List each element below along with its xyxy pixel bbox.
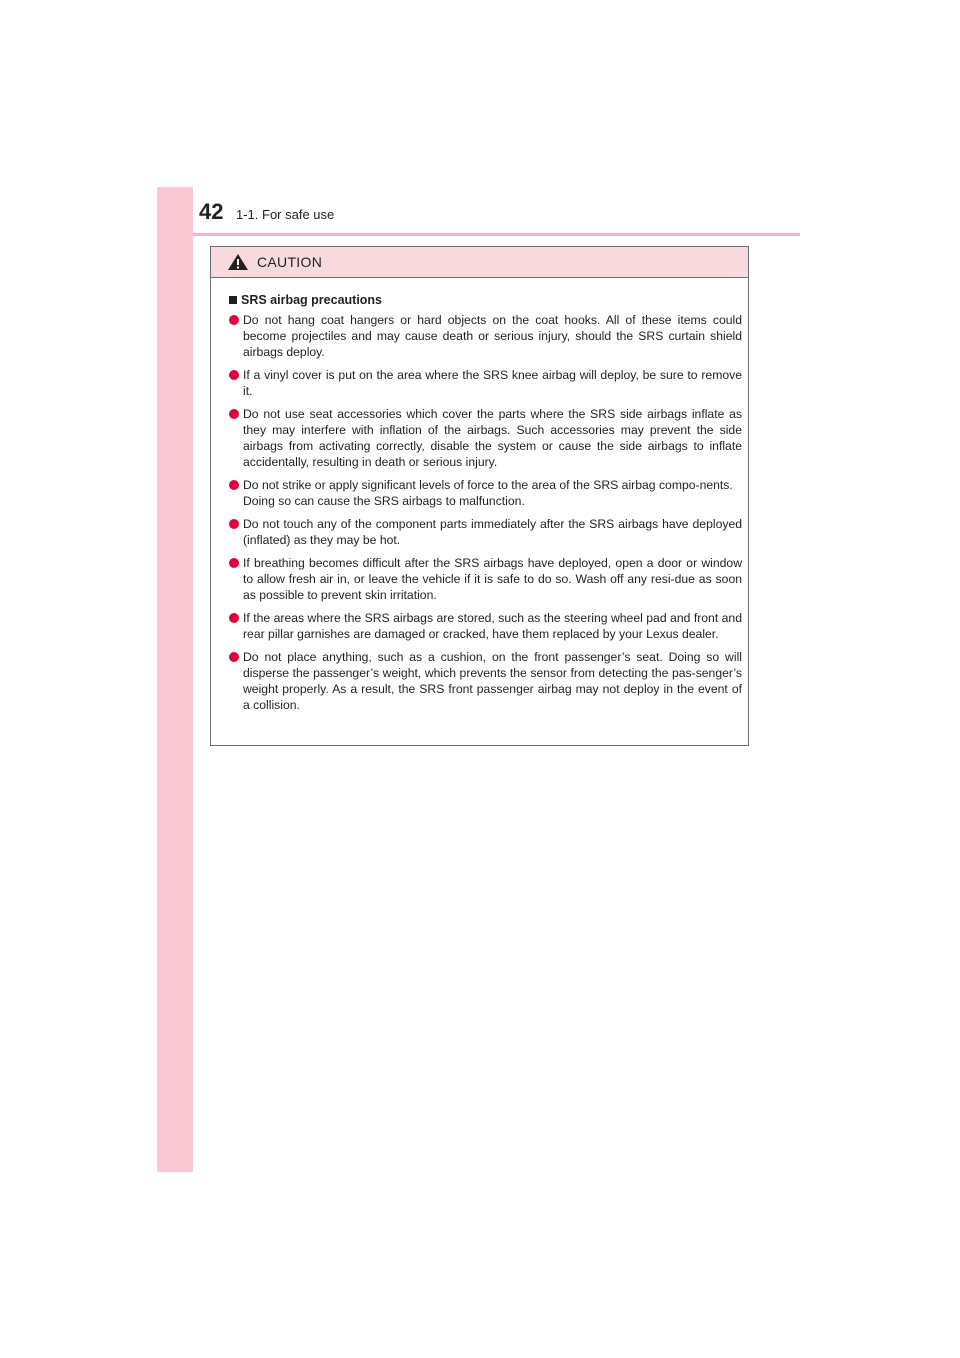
list-item-text: If a vinyl cover is put on the area where the SRS knee airbag will deploy, be sure to remove it.	[243, 368, 742, 398]
red-dot-icon	[229, 558, 239, 568]
list-item-text: Do not use seat accessories which cover the parts where the SRS side airbags inflate as they may interfere with inflation of the airbags. Such accessories may prevent the side airbags from activating correctly, disable the system or cause the side airbags to inflate accidentally, resulting in death or serious injury.	[243, 407, 742, 469]
list-item-text: Do not strike or apply significant levels of force to the area of the SRS airbag compo-nents.	[243, 478, 733, 492]
side-color-band	[157, 187, 193, 1172]
list-item-text: If breathing becomes difficult after the SRS airbags have deployed, open a door or window to allow fresh air in, or leave the vehicle if it is safe to do so. Wash off any resi-due as soon as possible to prevent skin irritation.	[243, 556, 742, 602]
red-dot-icon	[229, 519, 239, 529]
warning-triangle-icon	[227, 253, 249, 271]
red-dot-icon	[229, 652, 239, 662]
caution-box	[210, 246, 749, 746]
page-number: 42	[199, 199, 224, 224]
caution-title: CAUTION	[257, 254, 323, 270]
section-heading-text: SRS airbag precautions	[241, 293, 383, 307]
red-dot-icon	[229, 409, 239, 419]
precaution-list	[229, 312, 742, 713]
list-item	[229, 555, 742, 603]
red-dot-icon	[229, 613, 239, 623]
list-item	[229, 367, 742, 399]
list-item-text: Do not hang coat hangers or hard objects on the coat hooks. All of these items could become projectiles and may cause death or serious injury, should the SRS curtain shield airbags deploy.	[243, 313, 742, 359]
list-item-text: Do not place anything, such as a cushion, on the front passenger’s seat. Doing so will disperse the passenger’s weight, which prevents the sensor from detecting the pas-senger’s weight properly. As a result, the SRS front passenger airbag may not deploy in the event of a collision.	[243, 650, 742, 712]
list-item	[229, 312, 742, 360]
section-title: 1-1. For safe use	[236, 207, 335, 222]
caution-header	[211, 247, 748, 278]
list-item	[229, 649, 742, 713]
list-item	[229, 610, 742, 642]
list-item-text: Do not touch any of the component parts immediately after the SRS airbags have deployed (inflated) as they may be hot.	[243, 517, 742, 547]
header-rule	[193, 233, 800, 236]
red-dot-icon	[229, 480, 239, 490]
black-square-icon	[229, 296, 237, 304]
caution-body	[211, 278, 748, 713]
section-heading	[229, 292, 742, 308]
red-dot-icon	[229, 315, 239, 325]
list-item-text: If the areas where the SRS airbags are stored, such as the steering wheel pad and front and rear pillar garnishes are damaged or cracked, have them replaced by your Lexus dealer.	[243, 611, 742, 641]
list-item	[229, 406, 742, 470]
list-item-note: Doing so can cause the SRS airbags to malfunction.	[243, 494, 525, 508]
red-dot-icon	[229, 370, 239, 380]
list-item	[229, 477, 742, 509]
list-item	[229, 516, 742, 548]
